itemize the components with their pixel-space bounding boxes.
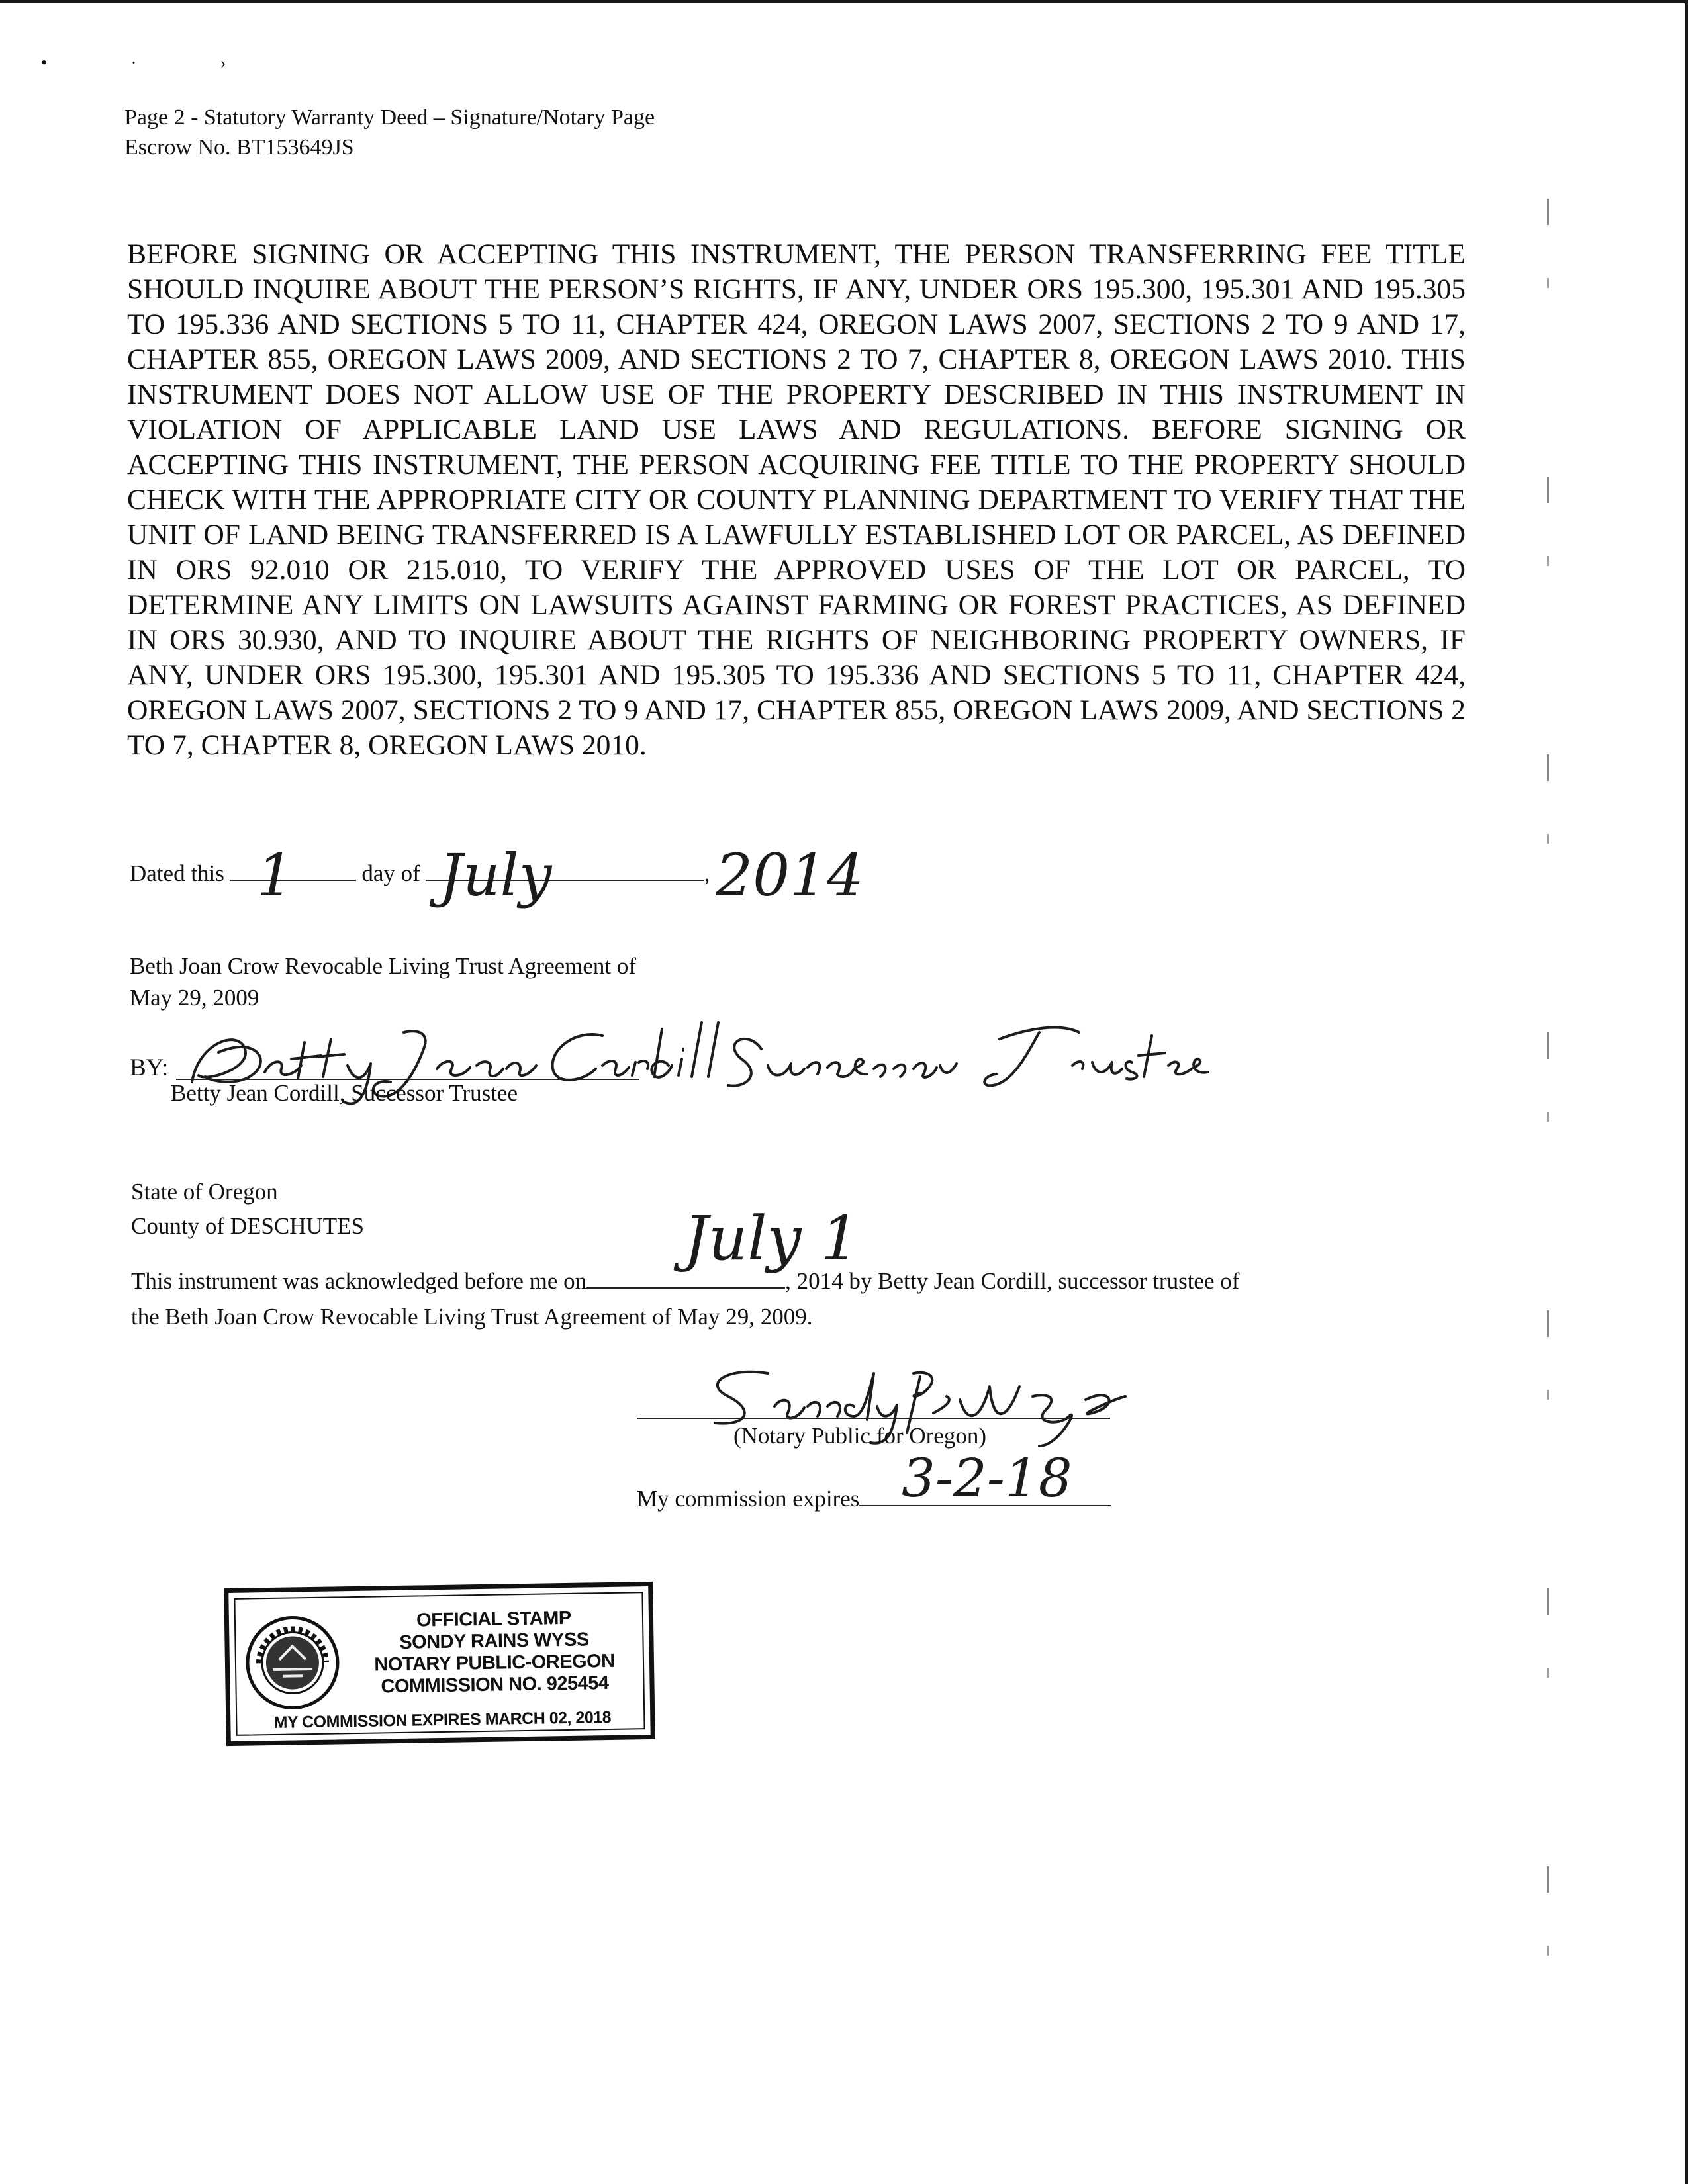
commission-label: My commission expires — [637, 1486, 860, 1512]
notary-signature-line — [637, 1418, 1110, 1419]
venue-county: County of DESCHUTES — [131, 1213, 364, 1239]
day-of-label: day of — [361, 860, 420, 886]
page-title: Page 2 - Statutory Warranty Deed – Signature/Notary Page — [124, 105, 655, 130]
handwritten-commission-date: 3-2-18 — [902, 1447, 1072, 1509]
acknowledgment-suffix: , 2014 by Betty Jean Cordill, successor trustee of — [785, 1268, 1240, 1294]
trustee-printed-name: Betty Jean Cordill, Successor Trustee — [171, 1080, 518, 1106]
official-notary-stamp — [224, 1582, 655, 1746]
notary-public-label: (Notary Public for Oregon) — [733, 1423, 986, 1449]
page-header — [124, 103, 655, 162]
handwritten-day: 1 — [256, 841, 294, 909]
by-label: BY: — [130, 1054, 169, 1081]
stamp-line-title: NOTARY PUBLIC-OREGON — [374, 1650, 615, 1676]
dated-line — [130, 841, 865, 909]
escrow-number: Escrow No. BT153649JS — [124, 135, 354, 159]
stamp-text-block — [348, 1606, 641, 1698]
statutory-notice-paragraph: BEFORE SIGNING OR ACCEPTING THIS INSTRUMENT, THE PERSON TRANSFERRING FEE TITLE SHOULD INQUIRE ABOUT THE PERSON’S RIGHTS, IF ANY, UNDER ORS 195.300, 195.301 AND 195.305 TO 195.336 AND SECTIONS 5 TO 11, CHAPTER 424, OREGON LAWS 2007, SECTIONS 2 TO 9 AND 17, CHAPTER 855, OREGON LAWS 2009, AND SECTIONS 2 TO 7, CHAPTER 8, OREGON LAWS 2010. THIS INSTRUMENT DOES NOT ALLOW USE OF THE PROPERTY DESCRIBED IN THIS INSTRUMENT IN VIOLATION OF APPLICABLE LAND USE LAWS AND REGULATIONS. BEFORE SIGNING OR ACCEPTING THIS INSTRUMENT, THE PERSON ACQUIRING FEE TITLE TO THE PROPERTY SHOULD CHECK WITH THE APPROPRIATE CITY OR COUNTY PLANNING DEPARTMENT TO VERIFY THAT THE UNIT OF LAND BEING TRANSFERRED IS A LAWFULLY ESTABLISHED LOT OR PARCEL, AS DEFINED IN ORS 92.010 OR 215.010, TO VERIFY THE APPROVED USES OF THE LOT OR PARCEL, TO DETERMINE ANY LIMITS ON LAWSUITS AGAINST FARMING OR FOREST PRACTICES, AS DEFINED IN ORS 30.930, AND TO INQUIRE ABOUT THE RIGHTS OF NEIGHBORING PROPERTY OWNERS, IF ANY, UNDER ORS 195.300, 195.301 AND 195.305 TO 195.336 AND SECTIONS 5 TO 11, CHAPTER 424, OREGON LAWS 2007, SECTIONS 2 TO 9 AND 17, CHAPTER 855, OREGON LAWS 2009, AND SECTIONS 2 TO 7, CHAPTER 8, OREGON LAWS 2010. — [127, 238, 1466, 761]
dated-prefix: Dated this — [130, 860, 224, 886]
state-seal-icon — [242, 1612, 343, 1713]
acknowledgment-date-blank — [586, 1287, 785, 1289]
commission-expires-line — [637, 1447, 1111, 1512]
stamp-line-expiration: MY COMMISSION EXPIRES MARCH 02, 2018 — [273, 1707, 612, 1732]
handwritten-month: July — [439, 841, 552, 909]
day-blank — [230, 841, 356, 909]
stamp-line-official: OFFICIAL STAMP — [416, 1607, 571, 1631]
handwritten-acknowledgment-date: July 1 — [684, 1203, 860, 1274]
date-comma: , — [704, 860, 710, 886]
stamp-line-name: SONDY RAINS WYSS — [399, 1629, 589, 1653]
scan-edge-specks — [1547, 199, 1549, 2052]
venue-block — [131, 1175, 364, 1244]
acknowledgment-line-2: the Beth Joan Crow Revocable Living Trust Agreement of May 29, 2009. — [131, 1304, 813, 1330]
scan-edge-right — [1685, 0, 1688, 2184]
scan-edge-top — [0, 0, 1688, 3]
stamp-line-commission: COMMISSION NO. 925454 — [381, 1672, 609, 1698]
scan-artifact-marks: • · › — [41, 53, 266, 72]
trust-name: Beth Joan Crow Revocable Living Trust Agreement of — [130, 953, 637, 979]
handwritten-year: 2014 — [716, 841, 865, 909]
venue-state: State of Oregon — [131, 1179, 278, 1205]
acknowledgment-prefix: This instrument was acknowledged before me on — [131, 1268, 587, 1294]
year-blank — [716, 841, 865, 909]
month-blank — [426, 841, 704, 909]
trust-date: May 29, 2009 — [130, 985, 259, 1011]
